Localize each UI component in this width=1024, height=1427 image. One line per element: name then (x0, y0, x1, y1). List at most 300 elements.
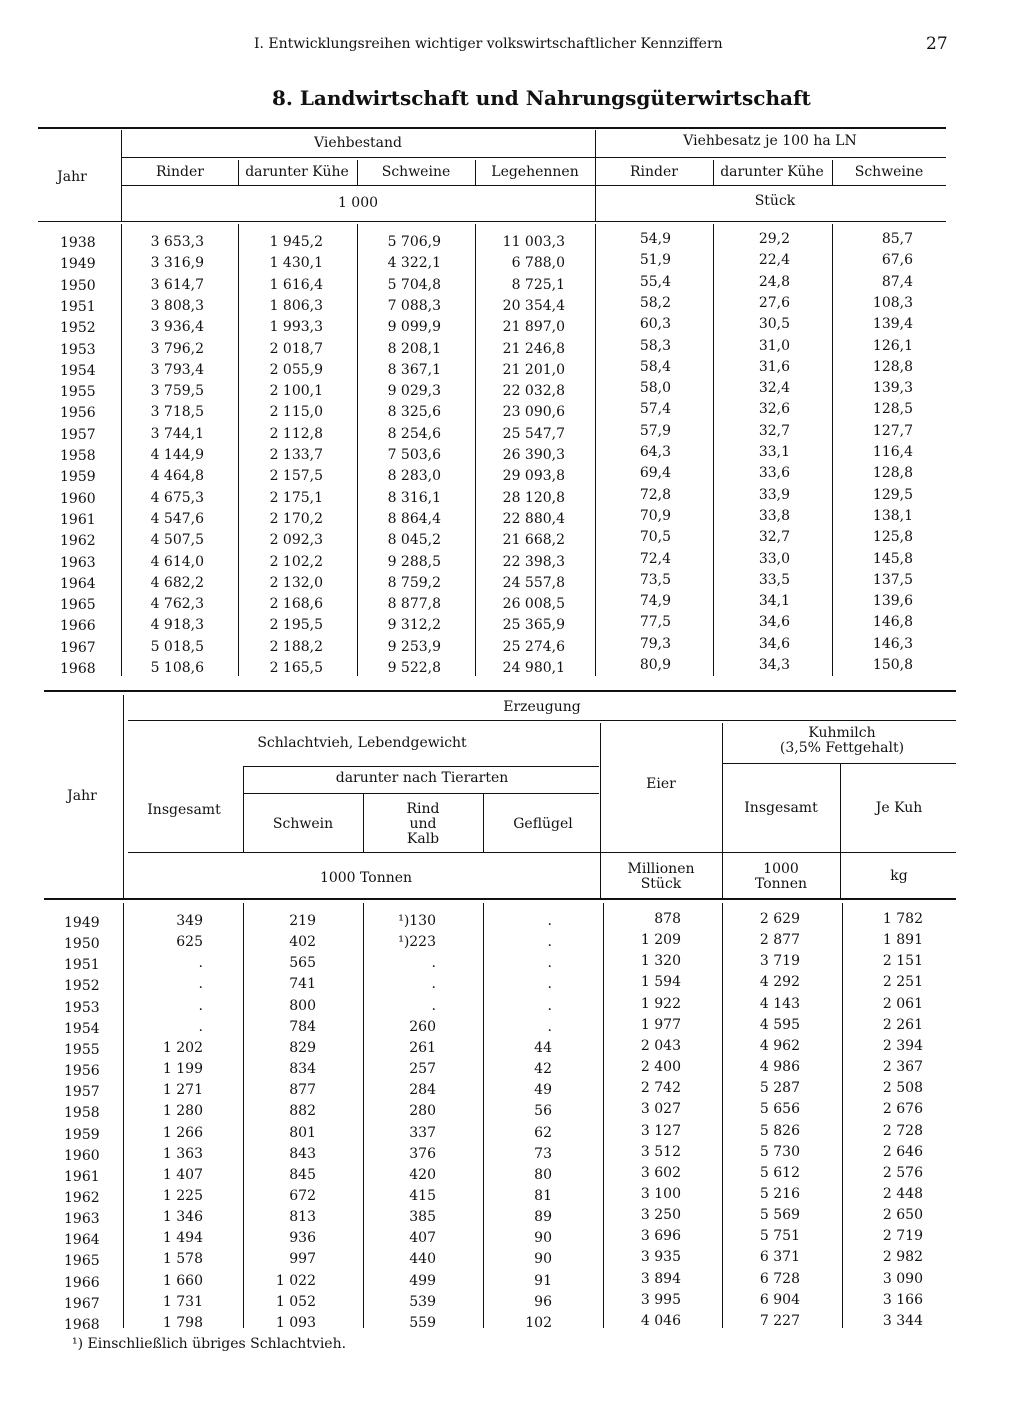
table-cell: 33,9 (758, 486, 790, 503)
group-header-stock: Viehbestand (313, 135, 403, 151)
year-cell: 1949 (64, 915, 100, 931)
table-cell: 1 806,3 (269, 297, 323, 314)
column-divider (832, 224, 833, 676)
table-cell: 67,6 (881, 252, 913, 269)
table-cell: 58,3 (639, 337, 671, 354)
table-cell: 2 719 (882, 1228, 923, 1245)
table-cell: 2 742 (640, 1080, 681, 1097)
year-cell: 1960 (64, 1147, 100, 1164)
table-cell: 4 464,8 (150, 468, 204, 485)
table-cell: 2 100,1 (269, 383, 323, 400)
table-cell: 55,4 (639, 273, 671, 290)
table-cell: 1 363 (162, 1145, 203, 1162)
table-cell: 25 365,9 (502, 617, 565, 634)
table-cell: 5 569 (759, 1207, 800, 1224)
year-cell: 1958 (64, 1105, 100, 1122)
column-header: Je Kuh (875, 800, 923, 816)
table-cell: 91 (534, 1272, 552, 1289)
year-cell: 1951 (64, 957, 100, 974)
table-cell: ¹)223 (398, 934, 436, 951)
table-cell: 24 980,1 (502, 660, 565, 676)
table-cell: 2 132,0 (269, 574, 323, 591)
table-cell: 3 744,1 (150, 425, 204, 442)
table-cell: 2 168,6 (269, 596, 323, 613)
table-cell: 70,5 (639, 529, 671, 546)
year-cell: 1956 (60, 405, 96, 422)
table-cell: 3 512 (640, 1143, 681, 1160)
table-cell: 58,2 (639, 294, 671, 311)
table-cell: 801 (289, 1124, 316, 1141)
table-cell: 8 254,6 (387, 425, 441, 442)
table-cell: 1 945,2 (269, 234, 323, 250)
table-cell: 1 209 (640, 932, 681, 949)
table-cell: 2 055,9 (269, 361, 323, 378)
header-divider (840, 763, 841, 898)
table-cell: 2 728 (882, 1122, 923, 1139)
year-cell: 1938 (60, 235, 96, 251)
column-header: Geflügel (513, 816, 573, 832)
column-header: Rinder (630, 164, 678, 180)
table-cell: 1 271 (162, 1082, 203, 1099)
table-cell: 3 793,4 (150, 361, 204, 378)
table-cell: 1 280 (162, 1103, 203, 1120)
table-cell: 5 612 (759, 1164, 800, 1181)
table-cell: 2 646 (882, 1143, 923, 1160)
unit-label: Stück (754, 193, 796, 209)
column-divider (722, 903, 723, 1328)
table-cell: 1 922 (640, 995, 681, 1012)
table-cell: 44 (534, 1039, 552, 1056)
table-cell: 499 (409, 1272, 436, 1289)
table-cell: 800 (289, 997, 316, 1014)
group-rule (121, 157, 946, 158)
column-header: Insgesamt (744, 800, 818, 816)
table-cell: 3 759,5 (150, 383, 204, 400)
group-rule (128, 720, 956, 721)
table-cell: 385 (409, 1209, 436, 1226)
table-cell: 96 (534, 1293, 552, 1310)
table-cell: 81 (534, 1187, 552, 1204)
table-cell: 60,3 (639, 316, 671, 333)
table-cell: 34,1 (758, 593, 790, 610)
year-cell: 1957 (60, 426, 96, 443)
table-cell: 1 225 (162, 1187, 203, 1204)
table-cell: 936 (289, 1230, 316, 1247)
table-cell: . (547, 913, 552, 929)
column-divider (238, 224, 239, 676)
year-cell: 1968 (64, 1316, 100, 1333)
year-cell: 1961 (64, 1168, 100, 1185)
table-cell: 33,1 (758, 444, 790, 460)
table-cell: 145,8 (872, 550, 913, 567)
table-cell: 146,3 (872, 635, 913, 652)
table-cell: 1 346 (162, 1209, 203, 1226)
year-cell: 1967 (64, 1295, 100, 1312)
column-header: Eier (646, 776, 676, 792)
table-cell: . (198, 955, 203, 972)
column-divider (363, 903, 364, 1328)
table-cell: 1 407 (162, 1166, 203, 1183)
table-cell: 2 115,0 (269, 404, 323, 421)
year-cell: 1963 (60, 554, 96, 571)
table-cell: 42 (534, 1061, 552, 1078)
table-cell: 3 936,4 (150, 319, 204, 336)
year-cell: 1949 (60, 256, 96, 273)
table-cell: 8 367,1 (387, 361, 441, 378)
year-cell: 1959 (64, 1126, 100, 1143)
table-cell: . (431, 976, 436, 993)
table-cell: 69,4 (639, 465, 671, 482)
table-cell: 4 507,5 (150, 532, 204, 549)
table-cell: 56 (534, 1103, 552, 1120)
table-cell: 21 668,2 (502, 532, 565, 549)
table-cell: 8 208,1 (387, 340, 441, 357)
table-cell: 2 508 (882, 1080, 923, 1097)
table-cell: . (547, 934, 552, 951)
table-cell: 22 398,3 (502, 553, 565, 570)
table-cell: 72,8 (639, 486, 671, 503)
table-cell: 5 287 (759, 1080, 800, 1097)
top-rule (38, 127, 946, 129)
table-cell: 4 292 (759, 974, 800, 991)
table-cell: 32,6 (758, 401, 790, 418)
table-cell: 11 003,3 (502, 234, 565, 250)
column-header: Schwein (272, 816, 334, 832)
table-cell: 882 (289, 1103, 316, 1120)
table-cell: . (547, 997, 552, 1014)
table-cell: 5 656 (759, 1101, 800, 1118)
table-cell: 4 986 (759, 1059, 800, 1076)
year-cell: 1956 (64, 1063, 100, 1080)
column-divider (595, 224, 596, 676)
table-cell: 1 430,1 (269, 255, 323, 272)
table-cell: 64,3 (639, 444, 671, 460)
table-cell: 27,6 (758, 294, 790, 311)
table-cell: 3 344 (882, 1312, 923, 1329)
column-divider (483, 903, 484, 1328)
table-cell: 2 982 (882, 1249, 923, 1266)
table-cell: 2 165,5 (269, 660, 323, 676)
table-cell: 6 904 (759, 1291, 800, 1308)
table-cell: 3 935 (640, 1249, 681, 1266)
table-cell: 77,5 (639, 614, 671, 631)
table-cell: 1 320 (640, 953, 681, 970)
table-cell: 2 018,7 (269, 340, 323, 357)
table-cell: 3 808,3 (150, 297, 204, 314)
header-divider (243, 766, 244, 852)
table-cell: 33,8 (758, 507, 790, 524)
table-cell: 5 018,5 (150, 638, 204, 655)
table-cell: 127,7 (872, 422, 913, 439)
year-cell: 1950 (60, 277, 96, 294)
table-cell: 2 367 (882, 1059, 923, 1076)
table-cell: 3 718,5 (150, 404, 204, 421)
table-cell: 80 (534, 1166, 552, 1183)
table-cell: 3 614,7 (150, 276, 204, 293)
table-cell: 3 316,9 (150, 255, 204, 272)
year-cell: 1954 (60, 362, 96, 379)
table-cell: 128,8 (872, 358, 913, 375)
table-cell: 5 108,6 (150, 660, 204, 676)
header-divider (600, 723, 601, 898)
table-cell: 146,8 (872, 614, 913, 631)
table-cell: 8 283,0 (387, 468, 441, 485)
table-cell: 2 157,5 (269, 468, 323, 485)
table-cell: 407 (409, 1230, 436, 1247)
column-header: Legehennen (491, 164, 579, 180)
year-cell: 1958 (60, 448, 96, 464)
table-cell: 843 (289, 1145, 316, 1162)
table-cell: 125,8 (872, 529, 913, 546)
year-cell: 1966 (60, 618, 96, 635)
table-cell: 5 216 (759, 1185, 800, 1202)
table-cell: 34,6 (758, 635, 790, 652)
column-header: Schweine (854, 164, 924, 180)
table-cell: 845 (289, 1166, 316, 1183)
table-cell: . (431, 997, 436, 1014)
table-cell: 4 675,3 (150, 489, 204, 506)
table-cell: 280 (409, 1103, 436, 1120)
table-cell: 8 864,4 (387, 510, 441, 527)
table-cell: 1 798 (162, 1314, 203, 1331)
table-cell: 4 046 (640, 1312, 681, 1329)
table-cell: 813 (289, 1209, 316, 1226)
table-cell: 102 (525, 1314, 552, 1331)
table-cell: . (198, 1018, 203, 1035)
table-cell: 2 448 (882, 1185, 923, 1202)
table-cell: 4 322,1 (387, 255, 441, 272)
column-header: darunter Kühe (245, 164, 349, 180)
column-header: Insgesamt (147, 802, 221, 818)
table-cell: 33,0 (758, 550, 790, 567)
table-cell: 4 762,3 (150, 596, 204, 613)
table-cell: 1 731 (162, 1293, 203, 1310)
table-cell: 128,8 (872, 465, 913, 482)
table-cell: 90 (534, 1230, 552, 1247)
table-cell: 26 390,3 (502, 447, 565, 463)
table-cell: 9 522,8 (387, 660, 441, 676)
header-divider (123, 695, 124, 898)
table-cell: 261 (409, 1039, 436, 1056)
table-cell: 137,5 (872, 571, 913, 588)
table-cell: 7 088,3 (387, 297, 441, 314)
subgroup-header: darunter nach Tierarten (335, 770, 509, 786)
year-cell: 1960 (60, 490, 96, 507)
table-cell: 2 151 (882, 953, 923, 970)
table-cell: 3 653,3 (150, 234, 204, 250)
table-cell: 2 112,8 (269, 425, 323, 442)
table-cell: 5 826 (759, 1122, 800, 1139)
table-cell: 1 052 (275, 1293, 316, 1310)
table-cell: 54,9 (639, 231, 671, 247)
year-cell: 1966 (64, 1274, 100, 1291)
table-cell: 284 (409, 1082, 436, 1099)
table-cell: 415 (409, 1187, 436, 1204)
table-cell: 74,9 (639, 593, 671, 610)
column-header: Schweine (381, 164, 451, 180)
table-cell: 2 188,2 (269, 638, 323, 655)
table-cell: 34,6 (758, 614, 790, 631)
table-cell: . (198, 976, 203, 993)
column-divider (243, 903, 244, 1328)
table-cell: 3 250 (640, 1207, 681, 1224)
table-cell: 2 394 (882, 1037, 923, 1054)
table-cell: 58,4 (639, 358, 671, 375)
table-cell: ¹)130 (398, 913, 436, 929)
table-cell: 1 616,4 (269, 276, 323, 293)
table-cell: 2 061 (882, 995, 923, 1012)
table-cell: 2 576 (882, 1164, 923, 1181)
table-cell: 2 261 (882, 1016, 923, 1033)
column-divider (123, 903, 124, 1328)
table-cell: 3 602 (640, 1164, 681, 1181)
table-cell: 70,9 (639, 507, 671, 524)
unit-label: 1000 Tonnen (319, 870, 413, 886)
year-cell: 1955 (60, 384, 96, 401)
table-cell: 376 (409, 1145, 436, 1162)
year-cell: 1957 (64, 1084, 100, 1101)
unit-label: kg (890, 868, 908, 884)
table-cell: 440 (409, 1251, 436, 1268)
table-cell: 5 730 (759, 1143, 800, 1160)
table-cell: 34,3 (758, 657, 790, 673)
table-cell: 829 (289, 1039, 316, 1056)
page-number: 27 (926, 34, 948, 54)
table-cell: 9 253,9 (387, 638, 441, 655)
table-cell: 3 796,2 (150, 340, 204, 357)
year-cell: 1959 (60, 469, 96, 486)
table-cell: 3 719 (759, 953, 800, 970)
table-cell: 3 127 (640, 1122, 681, 1139)
table-cell: 9 288,5 (387, 553, 441, 570)
column-divider (713, 224, 714, 676)
year-cell: 1961 (60, 511, 96, 528)
table-cell: 138,1 (872, 507, 913, 524)
table-cell: 25 547,7 (502, 425, 565, 442)
table-cell: 73,5 (639, 571, 671, 588)
table-cell: 2 251 (882, 974, 923, 991)
table-cell: 2 195,5 (269, 617, 323, 634)
table-cell: 139,3 (872, 380, 913, 397)
year-cell: 1965 (64, 1253, 100, 1270)
table-cell: 9 099,9 (387, 319, 441, 336)
unit-label: 1 000 (337, 195, 379, 211)
table-cell: 1 199 (162, 1061, 203, 1078)
table-cell: 8 759,2 (387, 574, 441, 591)
subgroup-rule (243, 793, 599, 794)
table-cell: 4 144,9 (150, 447, 204, 463)
table-cell: 834 (289, 1061, 316, 1078)
table-cell: 150,8 (872, 657, 913, 673)
page-title: 8. Landwirtschaft und Nahrungsgüterwirtschaft (272, 86, 811, 110)
table-cell: 1 782 (882, 911, 923, 927)
table-cell: 402 (289, 934, 316, 951)
table-cell: 32,7 (758, 529, 790, 546)
table-cell: 21 246,8 (502, 340, 565, 357)
table-cell: 4 595 (759, 1016, 800, 1033)
table-cell: 20 354,4 (502, 297, 565, 314)
table-cell: 129,5 (872, 486, 913, 503)
column-header: Rind und Kalb (406, 801, 440, 847)
table-cell: 51,9 (639, 252, 671, 269)
table-cell: 139,4 (872, 316, 913, 333)
subgroup-header: Kuhmilch (3,5% Fettgehalt) (779, 725, 905, 756)
table-cell: 2 400 (640, 1059, 681, 1076)
year-cell: 1952 (64, 978, 100, 995)
year-cell: 1955 (64, 1041, 100, 1058)
table-cell: 62 (534, 1124, 552, 1141)
table-cell: 57,4 (639, 401, 671, 418)
table-cell: 8 325,6 (387, 404, 441, 421)
unit-label: 1000 Tonnen (754, 861, 807, 892)
column-header: darunter Kühe (720, 164, 824, 180)
table-cell: 31,0 (758, 337, 790, 354)
year-cell: 1967 (60, 639, 96, 656)
table-cell: 2 650 (882, 1207, 923, 1224)
table-cell: 997 (289, 1251, 316, 1268)
table-cell: 2 133,7 (269, 447, 323, 463)
table-cell: 2 629 (759, 911, 800, 927)
table-cell: 2 175,1 (269, 489, 323, 506)
table-cell: 4 918,3 (150, 617, 204, 634)
table-cell: 29,2 (758, 231, 790, 247)
table-cell: 257 (409, 1061, 436, 1078)
table-cell: 2 676 (882, 1101, 923, 1118)
table-cell: 28 120,8 (502, 489, 565, 506)
table-cell: 4 614,0 (150, 553, 204, 570)
table-cell: 559 (409, 1314, 436, 1331)
header-bottom-rule (44, 898, 956, 900)
table-cell: 22 880,4 (502, 510, 565, 527)
year-cell: 1951 (60, 298, 96, 315)
table-cell: 33,5 (758, 571, 790, 588)
table-cell: 57,9 (639, 422, 671, 439)
table-cell: 108,3 (872, 294, 913, 311)
year-cell: 1953 (60, 341, 96, 358)
table-cell: 2 170,2 (269, 510, 323, 527)
table-cell: 539 (409, 1293, 436, 1310)
table-cell: 8 316,1 (387, 489, 441, 506)
table-cell: 25 274,6 (502, 638, 565, 655)
table-cell: 784 (289, 1018, 316, 1035)
column-divider (475, 224, 476, 676)
table-cell: 5 751 (759, 1228, 800, 1245)
table-cell: 73 (534, 1145, 552, 1162)
table-cell: 80,9 (639, 657, 671, 673)
table-cell: 4 682,2 (150, 574, 204, 591)
table-cell: 5 704,8 (387, 276, 441, 293)
year-cell: 1950 (64, 936, 100, 953)
running-header: I. Entwicklungsreihen wichtiger volkswirtschaftlicher Kennziffern (254, 36, 723, 52)
table-cell: 87,4 (881, 273, 913, 290)
table-cell: 4 547,6 (150, 510, 204, 527)
table-cell: . (198, 997, 203, 1014)
table-cell: 7 227 (759, 1312, 800, 1329)
table-cell: 625 (176, 934, 203, 951)
year-cell: 1953 (64, 999, 100, 1016)
group-header-production: Erzeugung (503, 699, 581, 715)
table-cell: 1 891 (882, 932, 923, 949)
table-cell: 126,1 (872, 337, 913, 354)
table-cell: 3 995 (640, 1291, 681, 1308)
group-header-density: Viehbesatz je 100 ha LN (683, 133, 857, 149)
table-cell: 21 201,0 (502, 361, 565, 378)
table-cell: 6 728 (759, 1270, 800, 1287)
table-cell: 420 (409, 1166, 436, 1183)
table-cell: 139,6 (872, 593, 913, 610)
table-cell: 24 557,8 (502, 574, 565, 591)
table-cell: 21 897,0 (502, 319, 565, 336)
